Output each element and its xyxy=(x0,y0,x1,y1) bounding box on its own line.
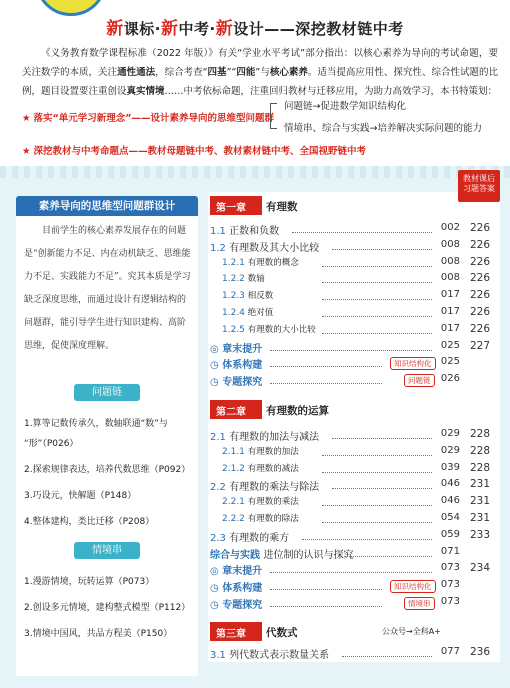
leader-dots xyxy=(322,256,432,267)
toc-tag: 知识结构化 xyxy=(390,357,436,370)
answer-page-number: 233 xyxy=(469,528,491,541)
leader-dots xyxy=(270,356,382,367)
toc-row[interactable] xyxy=(210,562,460,576)
leader-dots xyxy=(270,373,382,384)
toc-row-number: 1.2 xyxy=(210,242,230,254)
toc-page-number: 073 xyxy=(440,579,460,591)
intro-bold: 四基 xyxy=(207,67,227,78)
toc-page-number: 059 xyxy=(440,528,460,540)
toc-row-text: 有理数及其大小比较 xyxy=(229,242,320,254)
leader-dots xyxy=(344,546,432,557)
toc-row[interactable] xyxy=(210,356,460,370)
toc-row-text: 列代数式表示数量关系 xyxy=(229,650,330,661)
toc-row-label xyxy=(210,646,329,661)
toc-row-number: 2.2.2 xyxy=(222,514,248,524)
toc-row-label xyxy=(222,306,273,318)
toc-row-text: 章末提升 xyxy=(222,566,263,578)
leader-dots xyxy=(322,323,432,334)
toc-row-label xyxy=(210,356,262,371)
chapter-title: 有理数的运算 xyxy=(266,405,329,417)
bullet-1 xyxy=(22,110,274,124)
toc-page-number: 008 xyxy=(440,238,460,250)
leader-dots xyxy=(270,562,432,573)
scene-string-pill: 情境串 xyxy=(74,542,140,559)
toc-row-label xyxy=(210,596,262,611)
bracket-note-2: 情境串、综合与实践→培养解决实际问题的能力 xyxy=(284,123,482,134)
answer-page-number: 226 xyxy=(469,272,491,285)
star-icon: ★ xyxy=(22,113,31,124)
chain-item: 2.探索规律表达，培养代数思维（P092） xyxy=(24,465,191,475)
chapter-number: 第二章 xyxy=(216,407,246,418)
toc-page-number: 029 xyxy=(440,444,460,456)
star-icon: ★ xyxy=(22,146,31,157)
answer-page-number: 228 xyxy=(469,444,491,457)
toc-row[interactable] xyxy=(210,529,460,543)
leader-dots xyxy=(322,306,432,317)
leader-dots xyxy=(332,239,432,250)
bullet-2 xyxy=(22,143,366,157)
toc-row-number: ◎ xyxy=(210,566,223,578)
scene-item: 1.漫游情境，玩转运算（P073） xyxy=(24,577,155,587)
toc-page-number: 077 xyxy=(440,646,460,657)
toc-page-number: 017 xyxy=(440,306,460,317)
toc-row[interactable] xyxy=(210,546,460,560)
toc-row-number: 1.2.2 xyxy=(222,274,248,285)
toc-page-number: 046 xyxy=(440,495,460,507)
answer-page-number: 226 xyxy=(469,322,491,335)
toc-row-text: 有理数的除法 xyxy=(247,514,299,524)
toc-row-number: ◷ xyxy=(210,360,223,372)
intro-line-1: 《义务教育数学课程标准（2022 年版）》有关“学业水平考试”部分指出：以核心素养为导向的考试命题，要关 xyxy=(22,48,498,78)
problem-chain-pill: 问题链 xyxy=(74,384,140,401)
toc-row-number: ◷ xyxy=(210,377,223,389)
intro-seg: 。适当提高应用性、探究性、综合性试题的比 xyxy=(307,67,498,78)
bullet-text: 深挖教材与中考命题点——教材母题链中考、教材素材链中考、全国视野链中考 xyxy=(33,146,367,157)
intro-bold: 真实情境 xyxy=(126,86,165,97)
toc-row-number: 2.2 xyxy=(210,482,230,494)
toc-row-number: 2.3 xyxy=(210,532,230,544)
answer-page-number: 231 xyxy=(469,495,491,508)
intro-bold: 核心素养 xyxy=(269,67,308,78)
toc-row-number: 2.1.1 xyxy=(222,446,248,457)
chapter-note: 公众号→全科A+ xyxy=(382,627,441,636)
toc-row-number: 2.1.2 xyxy=(222,463,248,474)
toc-row-text: 章末提升 xyxy=(222,343,263,355)
bracket-shape xyxy=(270,103,277,129)
toc-row-number: 1.2.4 xyxy=(222,308,248,318)
toc-page-number: 017 xyxy=(440,322,460,334)
toc-row-label xyxy=(222,462,299,474)
chapter-number: 第三章 xyxy=(216,629,246,640)
toc-row-label xyxy=(210,239,319,254)
headline-text-3: 设计——深挖教材链中考 xyxy=(233,20,404,38)
toc-row-label xyxy=(210,546,353,561)
toc-row[interactable] xyxy=(210,579,460,593)
intro-seg: ”与 xyxy=(255,67,270,78)
toc-row[interactable] xyxy=(210,239,460,253)
toc-row[interactable] xyxy=(210,272,460,286)
toc-row-number: ◷ xyxy=(210,600,223,611)
toc-row-label xyxy=(222,512,299,524)
intro-seg: 例，题目设置要注重创设 xyxy=(22,86,127,97)
chapter-badge xyxy=(210,196,262,215)
toc-row-label xyxy=(210,562,262,577)
answer-page-number: 231 xyxy=(469,512,491,524)
leader-dots xyxy=(270,579,382,590)
toc-row[interactable] xyxy=(210,445,460,459)
toc-row-number: 2.2.1 xyxy=(222,497,248,508)
toc-row-label xyxy=(222,272,265,284)
toc-page-number: 073 xyxy=(440,562,460,574)
toc-row[interactable] xyxy=(210,495,460,509)
toc-row[interactable] xyxy=(210,323,460,337)
toc-row[interactable] xyxy=(210,373,460,387)
toc-row-number: ◷ xyxy=(210,583,223,595)
toc-row-number: 2.1 xyxy=(210,432,230,443)
toc-page-number: 039 xyxy=(440,461,460,473)
answer-page-number: 226 xyxy=(469,238,491,251)
toc-row[interactable] xyxy=(210,478,460,492)
toc-row-text: 相反数 xyxy=(247,291,274,302)
toc-row-label xyxy=(222,445,299,457)
leader-dots xyxy=(270,340,432,351)
toc-row-text: 体系构建 xyxy=(222,360,263,372)
answer-page-number: 228 xyxy=(469,428,491,440)
toc-row[interactable] xyxy=(210,596,460,610)
toc-row[interactable] xyxy=(210,428,460,442)
toc-row-text: 正数和负数 xyxy=(229,226,280,237)
toc-row-label xyxy=(210,340,262,355)
toc-row-text: 有理数的大小比较 xyxy=(247,324,316,335)
toc-row[interactable] xyxy=(210,306,460,320)
toc-page-number: 008 xyxy=(440,255,460,267)
toc-row-number: 1.2.5 xyxy=(222,324,248,335)
tab-line: 习题答案 xyxy=(463,184,495,193)
chapter-badge xyxy=(210,400,262,419)
toc-row-label xyxy=(222,289,273,301)
bracket-note-1: 问题链→促进数学知识结构化 xyxy=(284,101,406,112)
toc-row-text: 有理数的乘法 xyxy=(247,497,299,508)
intro-bold: 通性通法 xyxy=(117,67,156,78)
toc-row[interactable] xyxy=(210,256,460,270)
design-card-body: 目前学生的核心素养发展存在的问题是“创新能力不足、内在动机缺乏、思维能力不足、实践能力不足”。究其本质是学习缺乏深度思维，而通过设计有逻辑结构的问题群，能引导学生进行知识建构、高阶思维，促使深度理解。 xyxy=(24,226,191,351)
answers-tab xyxy=(458,170,500,202)
footer-strip xyxy=(0,676,510,688)
toc-row[interactable] xyxy=(210,462,460,476)
leader-dots xyxy=(292,222,432,233)
toc-row-label xyxy=(210,428,319,443)
toc-page-number: 073 xyxy=(440,596,460,607)
toc-row-text: 有理数的乘方 xyxy=(229,532,290,544)
headline-new-3: 新 xyxy=(215,19,234,39)
toc-page-number: 029 xyxy=(440,428,460,439)
toc-row-label xyxy=(222,495,299,507)
answer-page-number: 226 xyxy=(469,289,491,302)
toc-row-number: 1.2.1 xyxy=(222,257,248,268)
chapter-title: 代数式 xyxy=(266,627,298,639)
toc-row-text: 专题探究 xyxy=(222,600,263,611)
headline-text-1: 课标· xyxy=(123,20,161,38)
scene-item: 2.创设多元情境，建构整式模型（P112） xyxy=(24,603,191,613)
answer-page-number: 231 xyxy=(469,478,491,491)
toc-page-number: 071 xyxy=(440,545,460,557)
answer-page-number: 236 xyxy=(469,646,491,658)
toc-row[interactable] xyxy=(210,512,460,526)
chain-item: 4.整体建构，类比迁移（P208） xyxy=(24,517,155,527)
answer-page-number: 234 xyxy=(469,562,491,575)
intro-seg: ……中考依标命题，注重回归教材与迁移应用，为助力高效学习，本书特策划： xyxy=(164,86,498,97)
answer-page-number: 227 xyxy=(469,339,491,352)
leader-dots xyxy=(322,289,432,300)
headline-text-2: 中考· xyxy=(178,20,216,38)
answer-page-number: 226 xyxy=(469,306,491,318)
answer-page-number: 226 xyxy=(469,222,491,234)
toc-row[interactable] xyxy=(210,340,460,354)
toc-tag: 情境串 xyxy=(404,597,435,610)
toc-row-label xyxy=(210,529,289,544)
chain-item: 3.巧设元，快解题（P148） xyxy=(24,491,137,501)
intro-bold: 四能 xyxy=(236,67,256,78)
toc-row-label xyxy=(210,478,319,493)
toc-row[interactable] xyxy=(210,289,460,303)
leader-dots xyxy=(302,529,432,540)
toc-row-text: 有理数的乘法与除法 xyxy=(229,482,320,494)
design-card-title: 素养导向的思维型问题群设计 xyxy=(16,196,198,216)
toc-page-number: 054 xyxy=(440,512,460,523)
toc-row-label xyxy=(222,323,316,335)
leader-dots xyxy=(322,272,432,283)
intro-paragraph xyxy=(22,44,498,101)
toc-page-number: 046 xyxy=(440,478,460,490)
toc-tag: 知识结构化 xyxy=(390,580,436,593)
scene-item: 3.情境中国风，共品方程美（P150） xyxy=(24,629,173,639)
chapter-badge xyxy=(210,622,262,641)
answer-page-number: 226 xyxy=(469,255,491,268)
intro-seg: ”“ xyxy=(226,67,237,78)
toc-page-number: 025 xyxy=(440,339,460,351)
intro-seg: ，综合考查“ xyxy=(155,67,208,78)
leader-dots xyxy=(332,428,432,439)
toc-page-number: 008 xyxy=(440,272,460,284)
toc-row-text: 数轴 xyxy=(247,274,265,285)
chain-item: “形”（P026） xyxy=(24,439,79,449)
chain-item: 1.算等记数传承久，数轴联通“数”与 xyxy=(24,419,168,429)
leader-dots xyxy=(322,462,432,473)
toc-row-number: 1.2.3 xyxy=(222,291,248,302)
toc-row-text: 进位制的认识与探究 xyxy=(263,549,354,561)
chapter-title: 有理数 xyxy=(266,201,298,213)
toc-page-number: 017 xyxy=(440,289,460,301)
toc-row-label xyxy=(222,256,299,268)
leader-dots xyxy=(322,512,432,523)
toc-page-number: 026 xyxy=(440,373,460,385)
leader-dots xyxy=(322,495,432,506)
toc-row-text: 绝对值 xyxy=(247,308,274,318)
leader-dots xyxy=(332,478,432,489)
leader-dots xyxy=(322,445,432,456)
headline-new-1: 新 xyxy=(106,19,124,39)
bullet-text: 落实“单元学习新理念”——设计素养导向的思维型问题群 xyxy=(33,113,275,124)
toc-row-text: 有理数的减法 xyxy=(247,463,299,474)
page-headline xyxy=(0,14,510,39)
leader-dots xyxy=(342,646,432,657)
chapter-number: 第一章 xyxy=(216,203,246,214)
toc-row-number: 1.1 xyxy=(210,226,230,237)
toc-page-number: 025 xyxy=(440,356,460,368)
toc-row-text: 专题探究 xyxy=(222,377,263,389)
tab-line: 教材课后 xyxy=(463,174,495,183)
toc-row-text: 有理数的概念 xyxy=(247,257,299,268)
toc-row-label xyxy=(210,579,262,594)
toc-row-label xyxy=(210,373,262,388)
answer-page-number: 228 xyxy=(469,461,491,474)
intro-seg: 注数学的本质，关注 xyxy=(31,67,118,78)
toc-page-number: 002 xyxy=(440,222,460,233)
toc-row-number: 3.1 xyxy=(210,650,230,661)
toc-row-text: 有理数的加法与减法 xyxy=(229,432,320,443)
toc-row-text: 体系构建 xyxy=(222,583,263,595)
toc-row-number: ◎ xyxy=(210,343,223,355)
toc-row-number: 综合与实践 xyxy=(210,549,264,561)
toc-tag: 问题链 xyxy=(404,374,435,387)
toc-row[interactable] xyxy=(210,646,460,660)
decor-pattern xyxy=(0,166,510,178)
leader-dots xyxy=(270,596,382,607)
toc-row-label xyxy=(210,222,279,237)
headline-new-2: 新 xyxy=(160,19,179,39)
toc-row[interactable] xyxy=(210,222,460,236)
design-card xyxy=(16,196,198,682)
toc-row-text: 有理数的加法 xyxy=(247,446,299,457)
